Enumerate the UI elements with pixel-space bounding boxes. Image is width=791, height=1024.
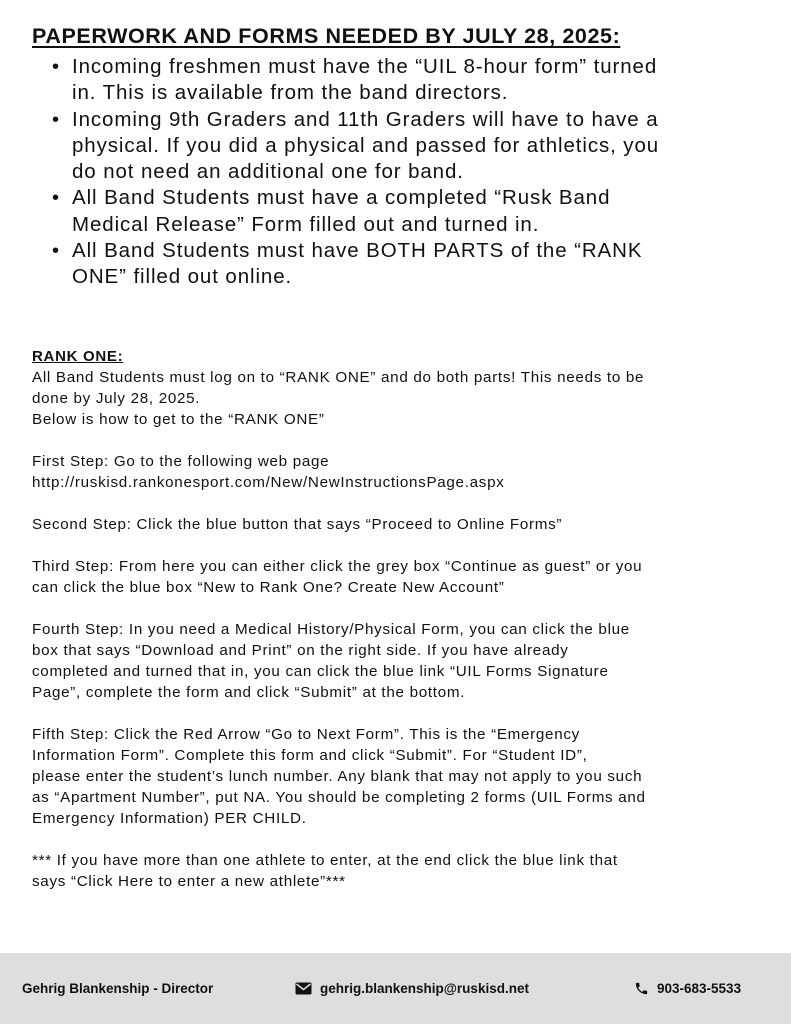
list-item-line: in. This is available from the band directors. — [72, 81, 509, 105]
list-item-line: Incoming 9th Graders and 11th Graders will have to have a — [72, 107, 659, 131]
list-item-line: All Band Students must have BOTH PARTS of the “RANK — [72, 239, 643, 263]
phone-number[interactable]: 903-683-5533 — [657, 981, 742, 996]
step-line: Page”, complete the form and click “Submit” at the bottom. — [32, 684, 466, 701]
step-url: http://ruskisd.rankonesport.com/New/NewInstructionsPage.aspx — [32, 474, 505, 491]
step-line: Information Form”. Complete this form and click “Submit”. For “Student ID”, — [32, 747, 588, 764]
step-line: can click the blue box “New to Rank One? Create New Account” — [32, 579, 505, 596]
list-item-line: physical. If you did a physical and passed for athletics, you — [72, 133, 660, 157]
step-line: Fourth Step: In you need a Medical History/Physical Form, you can click the blue — [32, 621, 630, 638]
step-first — [32, 451, 767, 493]
bullet-icon: • — [52, 108, 60, 131]
phone-icon — [634, 981, 649, 996]
intro-line: Below is how to get to the “RANK ONE” — [32, 411, 325, 428]
bullet-icon: • — [52, 187, 60, 210]
list-item — [52, 238, 752, 291]
step-line: completed and turned that in, you can click the blue link “UIL Forms Signature — [32, 663, 609, 680]
step-third — [32, 556, 767, 598]
requirements-list — [52, 54, 752, 291]
intro-line: All Band Students must log on to “RANK ONE” and do both parts! This needs to be — [32, 369, 645, 386]
list-item — [52, 185, 752, 238]
step-fifth — [32, 724, 767, 829]
multiple-athletes-note — [32, 850, 767, 892]
step-line: please enter the student’s lunch number. Any blank that may not apply to you such — [32, 768, 643, 785]
bullet-icon: • — [52, 56, 60, 78]
step-second — [32, 514, 767, 535]
email-contact[interactable] — [295, 981, 529, 996]
email-address[interactable]: gehrig.blankenship@ruskisd.net — [320, 981, 529, 996]
intro-line: done by July 28, 2025. — [32, 390, 201, 407]
step-line: Emergency Information) PER CHILD. — [32, 810, 307, 827]
step-line: box that says “Download and Print” on the right side. If you have already — [32, 642, 569, 659]
section-heading: RANK ONE: — [32, 348, 124, 365]
contact-footer — [0, 953, 791, 1024]
step-line: Fifth Step: Click the Red Arrow “Go to Next Form”. This is the “Emergency — [32, 726, 580, 743]
step-line: Second Step: Click the blue button that says “Proceed to Online Forms” — [32, 516, 563, 533]
list-item — [52, 54, 752, 107]
rank-one-section — [32, 346, 767, 892]
list-item-line: do not need an additional one for band. — [72, 160, 464, 184]
list-item — [52, 107, 752, 186]
phone-contact[interactable] — [634, 981, 741, 996]
list-item-line: Incoming freshmen must have the “UIL 8-hour form” turned — [72, 55, 658, 78]
list-item-line: All Band Students must have a completed “Rusk Band — [72, 186, 611, 210]
step-line: as “Apartment Number”, put NA. You should be completing 2 forms (UIL Forms and — [32, 789, 646, 806]
step-line: First Step: Go to the following web page — [32, 453, 330, 470]
list-item-line: ONE” filled out online. — [72, 265, 293, 289]
page-title: PAPERWORK AND FORMS NEEDED BY JULY 28, 2025: — [32, 24, 621, 48]
note-line: says “Click Here to enter a new athlete”*** — [32, 873, 346, 890]
bullet-icon: • — [52, 240, 60, 263]
director-name: Gehrig Blankenship - Director — [22, 981, 214, 996]
note-line: *** If you have more than one athlete to enter, at the end click the blue link that — [32, 852, 618, 869]
list-item-line: Medical Release” Form filled out and turned in. — [72, 212, 540, 236]
step-fourth — [32, 619, 767, 703]
envelope-icon — [295, 982, 312, 995]
step-line: Third Step: From here you can either click the grey box “Continue as guest” or you — [32, 558, 643, 575]
